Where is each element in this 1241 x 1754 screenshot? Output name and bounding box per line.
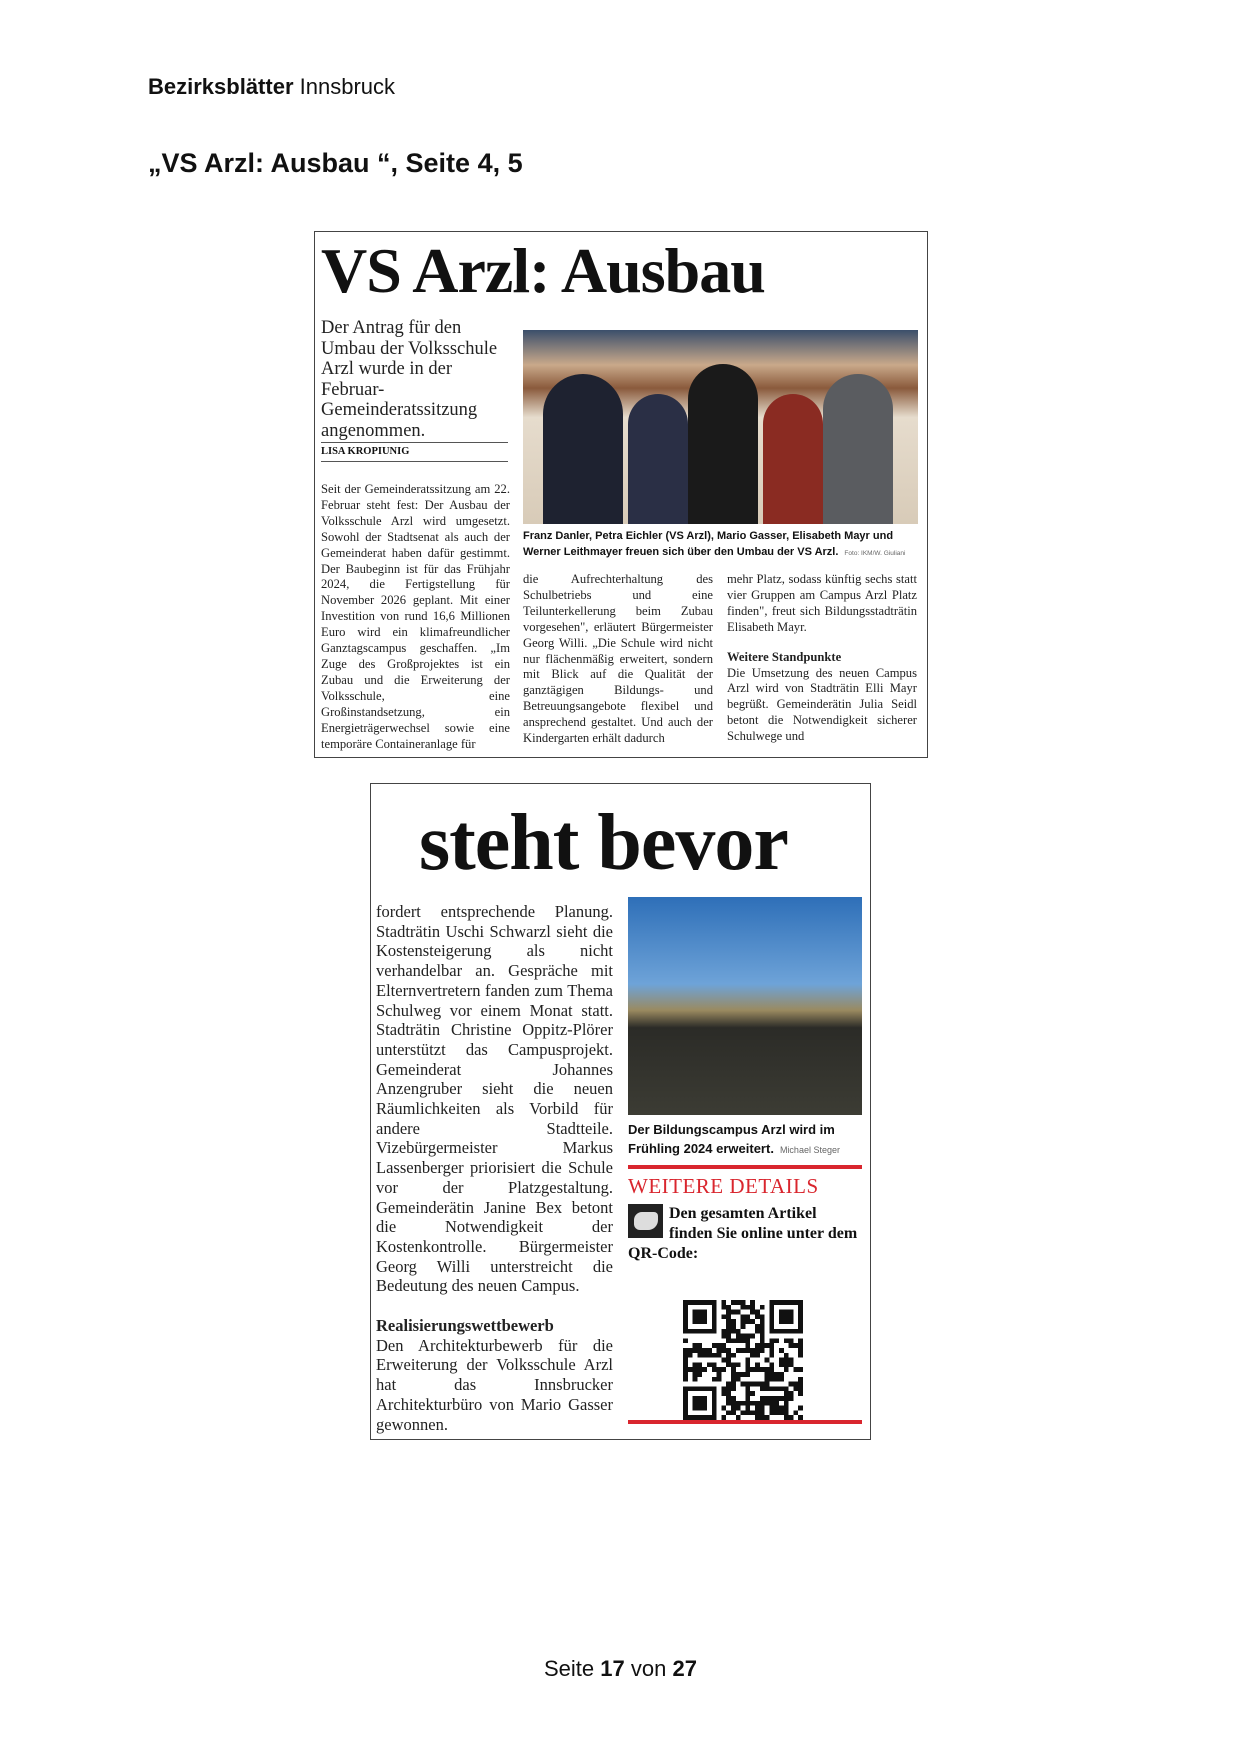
- body-text: mehr Platz, sodass künftig sechs statt vier Gruppen am Campus Arzl Platz finden", freut sich Bildungsstadträtin Elisabeth Mayr.: [727, 572, 917, 634]
- article-icon: [628, 1204, 663, 1238]
- qr-code[interactable]: [683, 1300, 803, 1420]
- subheading: Weitere Standpunkte: [727, 649, 842, 664]
- article-reference: „VS Arzl: Ausbau “, Seite 4, 5: [148, 148, 523, 178]
- body-column-2: die Aufrechterhaltung des Schulbetriebs und eine Teilunterkellerung beim Zubau vorgesehen", erläutert Bürgermeister Georg Willi. „Die Schule wird nicht nur flächenmäßig erweitert, sondern mit Blick auf die Qualität der ganztägigen Bildungs- und Betreuungsangebote flexibel und ansprechend gestaltet. Und auch der Kindergarten erhält dadurch: [523, 572, 713, 746]
- school-building-photo: [628, 897, 862, 1115]
- photo-credit: Michael Steger: [779, 1145, 840, 1155]
- subheading: Realisierungswettbewerb: [376, 1316, 554, 1336]
- qr-hint: Den gesamten Artikel finden Sie online unter dem QR-Code:: [628, 1205, 858, 1262]
- photo-caption: Franz Danler, Petra Eichler (VS Arzl), Mario Gasser, Elisabeth Mayr und Werner Leithmayer freuen sich über den Umbau der VS Arzl. Foto: IKM/W. Giuliani: [523, 530, 906, 558]
- publication-name: Bezirksblätter: [148, 74, 294, 99]
- body-column: [376, 902, 613, 1434]
- page-number: Seite 17 von 27: [544, 1656, 697, 1681]
- headline: VS Arzl: Ausbau: [321, 235, 765, 306]
- body-text: Den Architekturbewerb für die Erweiterung der Volksschule Arzl hat das Innsbrucker Architekturbüro von Mario Gasser gewonnen.: [376, 1335, 613, 1434]
- body-text: Die Umsetzung des neuen Campus Arzl wird von Stadträtin Elli Mayr begrüßt. Gemeinderätin Julia Seidl betont die Notwendigkeit sicherer Schulwege und: [727, 665, 917, 744]
- photo-credit: Foto: IKM/W. Giuliani: [844, 550, 906, 557]
- photo-caption: Der Bildungscampus Arzl wird im Frühling 2024 erweitert. Michael Steger: [628, 1122, 840, 1156]
- clipping-1: [314, 231, 928, 758]
- body-text: fordert entsprechende Planung. Stadträtin Uschi Schwarzl sieht die Kostensteigerung als nicht verhandelbar an. Gespräche mit Elternvertretern fanden zum Thema Schulweg vor einem Monat statt. Stadträtin Christine Oppitz-Plörer unterstützt das Campusprojekt. Gemeinderat Johannes Anzengruber sieht die neuen Räumlichkeiten als Vorbild für andere Stadtteile. Vizebürgermeister Markus Lassenberger priorisiert die Schule vor der Platzgestaltung. Gemeinderätin Janine Bex betont die Notwendigkeit der Kostenkontrolle. Bürgermeister Georg Willi unterstreicht die Bedeutung des neuen Campus.: [376, 902, 613, 1296]
- group-photo: [523, 330, 918, 524]
- details-heading: WEITERE DETAILS: [628, 1174, 819, 1198]
- body-column-1: Seit der Gemeinderatssitzung am 22. Februar steht fest: Der Ausbau der Volksschule Arzl wird umgesetzt. Sowohl der Stadtsenat als auch der Gemeinderat haben dafür gestimmt. Der Baubeginn ist für das Frühjahr 2024, die Fertigstellung für November 2026 geplant. Mit einer Investition von rund 16,6 Millionen Euro wird ein klimafreundlicher Ganztagscampus geschaffen. „Im Zuge des Großprojektes ist ein Zubau und die Erweiterung der Volksschule, eine Großinstandsetzung, ein Energieträgerwechsel sowie eine temporäre Containeranlage für: [321, 482, 510, 751]
- lead-text: Der Antrag für den Umbau der Volksschule Arzl wurde in der Februar-Gemeinderatssitzung angenommen.: [321, 318, 498, 441]
- body-column-3: [727, 572, 917, 745]
- divider: [628, 1420, 862, 1424]
- author: LISA KROPIUNIG: [321, 442, 508, 462]
- clipping-2: [370, 783, 871, 1440]
- publication-region: Innsbruck: [299, 74, 396, 99]
- divider: [628, 1165, 862, 1169]
- headline: steht bevor: [419, 799, 788, 887]
- publication-header: [148, 74, 395, 100]
